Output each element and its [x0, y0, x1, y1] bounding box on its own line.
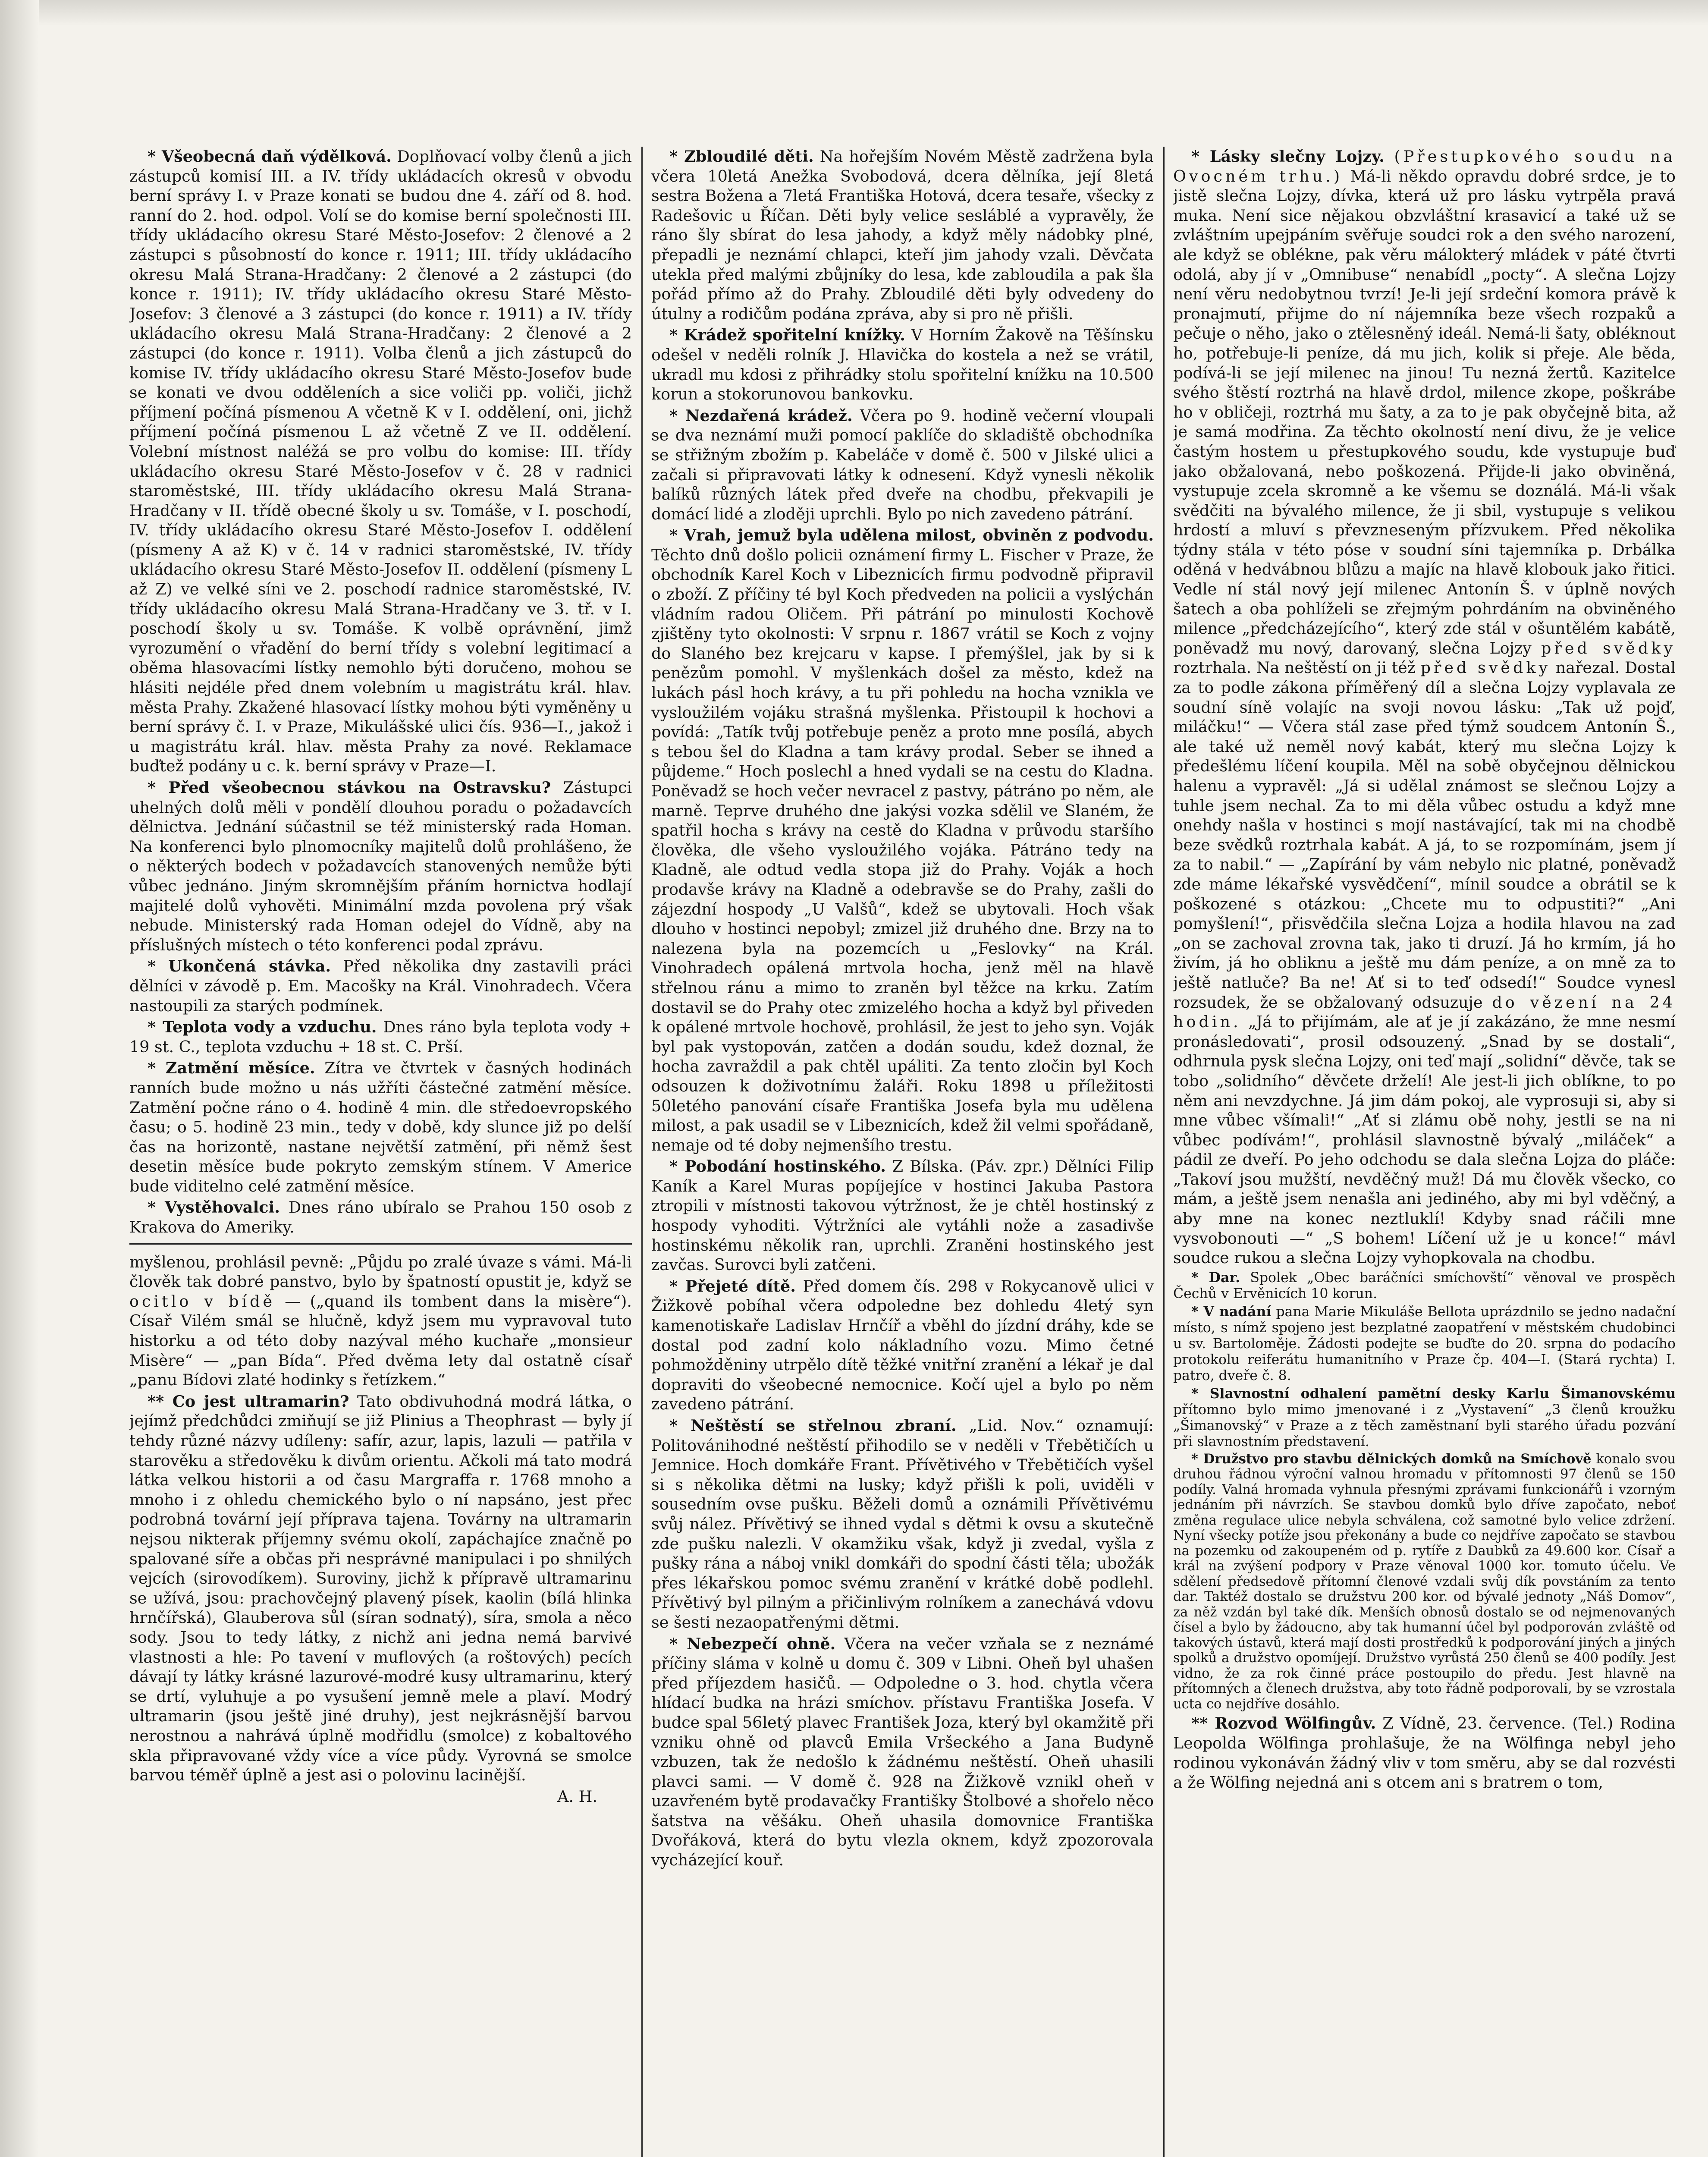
- page-edge-shadow: [0, 0, 1708, 26]
- article-body: Na hořejším Novém Městě zadržena byla včera 10letá Anežka Svobodová, dcera dělníka, její 8letá sestra Božena a 7letá Františka Hotová, dcera tesaře, všecky z Radešovic u Říčan. Děti byly velice sesláblé a vypravěly, že ráno šly sbírat do lesa jahody, a když měly nádobky plné, přepadli je neznámí chlapci, kteří jim jahody vzali. Děvčata utekla před malými zbůjníky do lesa, kde zabloudila a pak šla pořád přímo až do Prahy. Zbloudilé děti byly odvedeny do útulny a rodičům podána zpráva, aby si pro ně přišli.: [651, 147, 1154, 323]
- article-heading: ** Rozvod Wölfingův.: [1191, 1714, 1376, 1733]
- article-heading: * Před všeobecnou stávkou na Ostravsku?: [148, 778, 551, 797]
- article-child-run-over: [651, 1277, 1154, 1414]
- article-body: Včera na večer vzňala se z neznámé příčiny sláma v kolně u domu č. 309 v Libni. Oheň byl uhašen před příjezdem hasičů. — Odpoledne o 3. hod. chytla včera hlídací budka na hrázi smíchov. přístavu Františka Josefa. V budce spal 56letý plavec František Joza, který byl okamžitě při vzniku ohně od plavců Emila Vršeckého a Jana Budyně vzbuzen, tak že nedošlo k žádnému neštěstí. Oheň uhasili plavci sami. — V domě č. 928 na Žižkově vznikl oheň v uzavřeném bytě prodavačky Františky Štolbové a shořelo něco šatstva na věšáku. Oheň uhasila domovnice Františka Dvořáková, která do bytu vlezla oknem, když zpozorovala vycházející kouř.: [651, 1634, 1154, 1870]
- article-firearm-accident: [651, 1416, 1154, 1632]
- article-heading: * Ukončená stávka.: [148, 957, 331, 976]
- article-innkeeper-stabbing: [651, 1157, 1154, 1275]
- article-body: „Já to přijímám, ale ať je jí zakázáno, že mne nesmí pronásledovati“, prosil odsouzený. „Snad by se dostali“, odhrnula pysk slečna Lojzy, oni teď mají „solidní“ děvče, tak se tobo „solidního“ děvčete drželí! Ale jest-li jich oblíkne, to po něm ani nevzdychne. Já jim dám pokoj, ale vyprosuji si, aby si mne vůbec všímali!“ „Ať si zlámu obě nohy, jestli se na ni vůbec podívám!“, prohlásil slavnostně bývalý „miláček“ a pádil ze dveří. Po jeho odchodu se dala slečna Lojza do pláče: „Takoví jsou mužští, nevděčný muž! Dá mu člověk všecko, co mám, a ještě jsem nenašla ani jediného, aby mi byl vděčný, a aby mne na konec neztluklí! Kdyby snad ráčili mne vysvobonouti —“ „S bohem! Líčení už je u konce!“ mávl soudce rukou a slečna Lojzy vyhopkovala na chodbu.: [1173, 1012, 1676, 1267]
- article-heading: * V nadání: [1191, 1303, 1272, 1320]
- column-2: [651, 147, 1154, 2157]
- article-body: Z Bílska. (Páv. zpr.) Dělníci Filip Kaník a Karel Muras popíjejíce v hostinci Jakuba Pastora ztropili v místnosti takovou výtržnost, že je chtěl hostinský z hospody vyhoditi. Výtržníci ale vytáhli nože a zasadivše hostinskému několik ran, uprchli. Zraněni hostinského jest zavčas. Surovci byli zatčeni.: [651, 1157, 1154, 1274]
- article-body: Včera po 9. hodině večerní vloupali se dva neznámí muži pomocí paklíče do skladiště obchodníka se střižným zbožím p. Kabeláče v domě č. 500 v Jilské ulici a začali si připravovati látky k odnesení. Když vynesli několik balíků různých látek před dveře na chodbu, překvapili je domácí lidé a zloději uprchli. Bylo po nich zavedeno pátrání.: [651, 406, 1154, 523]
- article-body: Spolek „Obec baráčníci smíchovští“ věnoval ve prospěch Čechů v Ervěnicích 10 korun.: [1173, 1270, 1676, 1302]
- article-body: pana Marie Mikuláše Bellota uprázdnilo se jedno nadační místo, s nímž spojeno jest bezplatné zaopatření v městském chudobinci u sv. Bartoloměje. Žádosti podejte se buďte do 20. srpna do podacího protokolu reiferátu humanitního v Praze čp. 404—I. (Stará rychta) I. patro, dveře č. 8.: [1173, 1304, 1676, 1383]
- column-3: [1173, 147, 1676, 2157]
- article-body: Doplňovací volby členů a jich zástupců komisí III. a IV. třídy ukládacích okresů v obvodu berní správy I. v Praze konati se budou dne 4. září od 8. hod. ranní do 2. hod. odpol. Volí se do komise berní společnosti III. třídy ukládacího okresu Staré Město-Josefov: 2 členové a 2 zástupci s působností do konce r. 1911; III. třídy ukládacího okresu Malá Strana-Hradčany: 2 členové a 2 zástupci (do konce r. 1911); IV. třídy ukládacího okresu Staré Město-Josefov: 3 členové a 3 zástupci (do konce r. 1911) a IV. třídy ukládacího okresu Malá Strana-Hradčany: 2 členové a 2 zástupci (do konce r. 1911). Volba členů a jich zástupců do komise IV. třídy ukládacího okresu Staré Město-Josefov bude se konati ve dvou odděleních a sice voliči pp. voliči, jichž příjmení počíná písmenou A včetně K v I. oddělení, oni, jichž příjmení počíná písmenou L až včetně Z ve II. oddělení. Volební místnost naléžá se pro volbu do komise: III. třídy ukládacího okresu Staré Město-Josefov v č. 28 v radnici staroměstské, III. třídy ukládacího okresu Malá Strana-Hradčany v II. třídě obecné školy u sv. Tomáše, v I. poschodí, IV. třídy ukládacího okresu Staré Město-Josefov I. oddělení (písmeny A až K) v č. 14 v radnici staroměstské, IV. třídy ukládacího okresu Staré Město-Josefov II. oddělení (písmeny L až Z) ve velké síni ve 2. poschodí radnice staroměstské, IV. třídy ukládacího okresu Malá Strana-Hradčany ve 3. tř. v I. poschodí školy u sv. Tomáše. K volbě oprávnění, jimž vyrozumění o vřadění do berní třídy s volební legitimací a oběma hlasovacími lístky nemohlo býti doručeno, mohou se hlásiti nejdéle před dnem volebním u magistrátu král. hlav. města Prahy. Zkažené hlasovací lístky mohou býti vyměněny u berní správy č. I. v Praze, Mikulášské ulici čís. 936—I., jakož i u magistrátu král. hlav. města Prahy za nové. Reklamace buďtež podány u c. k. berní správy v Praze—I.: [129, 147, 632, 776]
- article-heading: * Všeobecná daň výdělková.: [148, 147, 392, 166]
- article-savings-book-theft: [651, 325, 1154, 404]
- article-body: Před několika dny zastavili práci dělníci v závodě p. Em. Macošky na Král. Vinohradech. Včera nastoupili za starých podmínek.: [129, 957, 632, 1015]
- article-heading: * Dar.: [1191, 1269, 1240, 1286]
- article-heading: * Vystěhovalci.: [148, 1198, 280, 1217]
- article-heading: * Teplota vody a vzduchu.: [148, 1018, 377, 1037]
- article-foundation: [1173, 1304, 1676, 1384]
- article-fire-danger: [651, 1634, 1154, 1870]
- article-ultramarine: [129, 1392, 632, 1785]
- article-heading: * Pobodání hostinského.: [669, 1157, 886, 1176]
- article-heading: * Zbloudilé děti.: [669, 147, 814, 166]
- spaced-text: před svědky: [1420, 658, 1551, 677]
- article-heading: * Krádež spořitelní knížky.: [669, 326, 905, 345]
- article-heading: ** Co jest ultramarin?: [148, 1392, 349, 1411]
- article-body: Těchto dnů došlo policii oznámení firmy L. Fischer v Praze, že obchodník Karel Koch v Libeznicích firmu podvodně připravil o zboží. Z příčiny té byl Koch předveden na policii a vyslýchán vládním radou Oličem. Při pátrání po minulosti Kochově zjištěny tyto okolnosti: V srpnu r. 1867 vrátil se Koch z vojny do Slaného bez krejcaru v kapse. I přemýšlel, jak by si k penězům pomohl. V myšlenkách došel za město, kdež na lukách pásl hoch krávy, a tu při pohledu na hocha vznikla ve vysloužilém vojáku strašná myšlenka. Přistoupil k hochovi a povídá: „Tatík tvůj potřebuje peněz a proto mne posílá, abych s tebou šel do Kladna a tam krávy prodal. Seber se ihned a půjdeme.“ Hoch poslechl a hned vydali se na cestu do Kladna. Poněvadž se hoch večer nevracel z pastvy, pátráno po něm, ale marně. Teprve druhého dne jakýsi vozka sdělil ve Slaném, že spatřil hocha s krávy na cestě do Kladna v průvodu staršího člověka, dle všeho vysloužilého vojáka. Pátráno tedy na Kladně, ale odtud vedla stopa již do Prahy. Voják a hoch prodavše krávy na Kladně a odebravše se do Prahy, zašli do zájezdní hospody „U Valšů“, kdež se ubytovali. Hoch však dlouho v hostinci nepobyl; zmizel již druhého dne. Brzy na to nalezena byla na pozemcích u „Feslovky“ na Král. Vinohradech opálená mrtvola hocha, jenž měl na hlavě střelnou ránu a mimo to zraněn byl těžce na krku. Zatím dostavil se do Prahy otec zmizelého hocha a když byl přiveden k opálené mrtvole hochově, prohlásil, že jest to jeho syn. Voják byl pak vystopován, zatčen a dodán soudu, kdež doznal, že hocha zavraždil a pak chtěl upáliti. Za tento zločin byl Koch odsouzen k doživotnímu žaláři. Roku 1898 u příležitosti 50letého panování císaře Františka Josefa byla mu udělena milost, a pak usadil se v Libeznicích, kdež žil velmi spořádaně, nemaje od té doby nejmenšího trestu.: [651, 545, 1154, 1154]
- article-heading: * Přejeté dítě.: [669, 1277, 796, 1295]
- article-donation: [1173, 1270, 1676, 1302]
- section-divider: [129, 1243, 632, 1245]
- article-body: Zástupci uhelných dolů měli v pondělí dlouhou poradu o požadavcích dělnictva. Jednání súčastnil se též ministerský rada Homan. Na konferenci bylo plnomocníky majitelů dolů prohlášeno, že o některých bodech v požadavcích stanovených nemůže býti vůbec jednáno. Jiným skromnějším přáním hornictva hodlají majitelé dolů vyhověti. Minimální mzda povolena prý však nebude. Ministerský rada Homan odejel do Vídně, aby na příslušných místech o této konferenci podal zprávu.: [129, 778, 632, 954]
- article-pardoned-murderer: [651, 525, 1154, 1155]
- column-1: [129, 147, 632, 2157]
- article-body: roztrhala. Na neštěstí on ji též: [1173, 658, 1416, 677]
- article-miss-lojza: [1173, 147, 1676, 1268]
- article-heading: * Neštěstí se střelnou zbraní.: [669, 1416, 957, 1435]
- article-lunar-eclipse: [129, 1058, 632, 1196]
- article-temperature: [129, 1017, 632, 1056]
- article-wolfing-divorce: [1173, 1714, 1676, 1792]
- article-body: Má-li někdo opravdu dobré srdce, je to jistě slečna Lojzy, dívka, která už pro lásku vytrpěla pravá muka. Není sice nějakou obzvláštní krasavicí a také už se zvláštním upejpáním svěřuje soudci rok a den svého narození, ale když se oblékne, pak věru málokterý mládek v páté čtvrti odolá, aby jí v „Omnibuse“ nenabídl „pocty“. A slečna Lojzy není věru nedobytnou tvrzí! Je-li její srdeční komora právě k pronajmutí, přijme do ní nájemníka beze všech rozpaků a pečuje o něho, jako o ztělesněný ideál. Nemá-li šaty, obléknout ho, potřebuje-li peníze, dá mu jich, kolik si přeje. Ale běda, podívá-li se její milenec na jinou! Tu nezná žertů. Kazitelce svého štěstí roztrhá na hlavě drdol, milence zkope, poškrábe ho v obličeji, roztrhá mu šaty, a za to je pak obyčejně bita, až je samá modřina. Za těchto okolností není divu, že je velice častým hostem u přestupkového soudu, kde vystupuje buď jako obžalovaná, nebo poškozená. Přijde-li jako obviněná, vystupuje zcela skromně a ke všemu se doználá. Má-li však svědčiti na bývalého milence, že ji sbil, vystupuje s velikou hrdostí a mluví s převzneseným přízvukem. Před několika týdny stála v této póse v soudní síni tajemníka p. Drbálka oděná v hedvábnou blůzu a majíc na hlavě klobouk jako řitici. Vedle ní stál nový její milenec Antonín Š. v úplně nových šatech a oba pohlíželi se zřejmým pohrdáním na obviněného milence „předcházejícího“, který zde stál v ošuntělém kabátě, poněvadž mu nový, darovaný, slečna Lojzy: [1173, 167, 1676, 657]
- article-heading: * Lásky slečny Lojzy.: [1191, 147, 1385, 166]
- article-body: přítomno bylo mimo jmenované i z „Vystavení“ „3 členů kroužku „Šimanovský“ v Praze a z těch zaměstnaní byli starého úřadu pozvání při slavnostním představení.: [1173, 1402, 1676, 1450]
- feuilleton-text: — („quand ils tombent dans la misère“). Císař Vilém smál se hlučně, když jsem mu vypravoval tuto historku a od této doby nazýval mého kuchaře „monsieur Misère“ — „pan Bída“. Před dvěma lety dal ostatně císař „panu Bídovi zlaté hodinky s řetízkem.“: [129, 1292, 632, 1390]
- column-rule: [641, 147, 643, 2157]
- spaced-text: před svědky: [1541, 638, 1676, 657]
- article-heading: * Vrah, jemuž byla udělena milost, obviněn z podvodu.: [669, 526, 1154, 545]
- article-emigrants: [129, 1198, 632, 1237]
- article-failed-theft: [651, 406, 1154, 524]
- column-rule: [1163, 147, 1165, 2157]
- article-tax-elections: [129, 147, 632, 776]
- feuilleton-continuation: [129, 1252, 632, 1390]
- page-fold-shadow: [0, 0, 39, 2157]
- article-memorial-plaque: [1173, 1386, 1676, 1450]
- article-body: Tato obdivuhodná modrá látka, o jejímž předchůdci zmiňují se již Plinius a Theophrast — byly jí tehdy různé názvy udíleny: safír, azur, lapis, lazuli — patřila v starověku a středověku k divům orientu. Ačkoli má tato modrá látka velkou historii a od času Margraffa r. 1768 mnoho a mnoho i z ohledu chemického bylo o ní napsáno, jest přec podrobná tovární její příprava tajena. Továrny na ultramarin nejsou nikterak příjemny svému okolí, zapáchajíce značně po spalované síře a občas při nesprávné manipulaci i po shnilých vejcích (sirovodíkem). Suroviny, jichž k přípravě ultramarinu se užívá, jsou: prachovčejný plavený písek, kaolin (bílá hlinka hrnčířská), Glauberova sůl (síran sodnatý), síra, smola a něco sody. Jsou to tedy látky, z nichž ani jedna nemá barvivé vlastnosti a hle: Po tavení v muflových (a roštových) pecích dávají ty látky krásné lazurové-modré kusy ultramarinu, který se drtí, vyluhuje a po vysušení jemně mele a plaví. Modrý ultramarin (jsou ještě jiné druhy), jest nejkrásnější barvou nerostnou a nahrává úplně modřidlu (smolce) z kobaltového skla připravované vždy více a více půdy. Vyrovná se smolce barvou téměř úplně a jest asi o polovinu lacinější.: [129, 1392, 632, 1785]
- article-heading: * Nezdařená krádež.: [669, 406, 853, 425]
- article-body: Zítra ve čtvrtek v časných hodinách ranních bude možno u nás užříti částečné zatmění měsíce. Zatmění počne ráno o 4. hodině 4 min. dle středoevropského času; o 5. hodině 23 min., tedy v době, kdy slunce již po delší čas na horizontě, nastane největší zatmění, při němž šest desetin měsíce bude pokryto zemským stínem. V Americe bude viditelno celé zatmění měsíce.: [129, 1059, 632, 1195]
- spaced-text: do vězení na 24 hodin.: [1173, 993, 1676, 1031]
- article-body: „Lid. Nov.“ oznamují: Politovánihodné neštěstí přihodilo se v neděli v Třebětičích u Jemnice. Hoch domkáře Frant. Přívětivého v Třebětičích vyšel si s několika dětmi na lusky; když přišli k poli, uviděli v sousedním ovse pušku. Běželi domů a oznámili Přívětivému svůj nález. Přívětivý se ihned vydal s dětmi k ovsu a skutečně zde pušku nalezli. V okamžiku však, když ji zvedal, vyšla z pušky rána a náboj vnikl domkáři do spodní části těla; ubožák přes lékařskou pomoc svému zranění v krátké době podlehl. Přívětivý byl pilným a přičinlivým rolníkem a zanechává vdovu se šesti nezaopatřenými dětmi.: [651, 1416, 1154, 1632]
- article-ostrava-strike: [129, 778, 632, 955]
- article-ended-strike: [129, 956, 632, 1016]
- article-lost-children: [651, 147, 1154, 324]
- article-heading: * Slavnostní odhalení pamětní desky Karlu Šimanovskému: [1191, 1385, 1676, 1402]
- article-heading: * Nebezpečí ohně.: [669, 1634, 836, 1653]
- article-housing-cooperative: [1173, 1452, 1676, 1712]
- article-body: Z Vídně, 23. července. (Tel.) Rodina Leopolda Wölfinga prohlašuje, že na Wölfinga nebyl jeho rodinou vykonáván žádný vliv v tom směru, aby se dal rozvésti a že Wölfing nejedná ani s otcem ani s bratrem o tom,: [1173, 1714, 1676, 1792]
- article-body: Dnes ráno ubíralo se Prahou 150 osob z Krakova do Ameriky.: [129, 1198, 632, 1237]
- article-body: Před domem čís. 298 v Rokycanově ulici v Žižkově pobíhal včera odpoledne bez dohledu 4letý syn kamenotiskaře Ladislav Hrnčíř a vběhl do jízdní dráhy, kde se dostal pod zadní kolo nákladního vozu. Mimo četné pohmožděniny utrpělo dítě těžké vnitřní zranění a lékař je dal dopraviti do všeobecné nemocnice. Kočí ujel a bylo po něm zavedeno pátrání.: [651, 1277, 1154, 1414]
- spaced-text: (Přestupkového soudu na Ovocném trhu.): [1173, 147, 1676, 186]
- article-heading: * Družstvo pro stavbu dělnických domků na Smíchově: [1191, 1451, 1592, 1467]
- article-body: konalo svou druhou řádnou výroční valnou hromadu v přítomnosti 97 členů se 150 podíly. Valná hromada vyhnula přesnými zprávami funkcionářů i vzorným jednáním při návrzích. Se stavbou domků bylo dříve započato, neboť změna regulace ulice nebyla schválena, což samotné bylo velice zdržení. Nyní všecky potíže jsou překonány a bude co nejdříve započato se stavbou na pozemku od zakoupeném od p. rytíře z Daubků za 49.600 kor. Císař a král na zvýšení podpory v Praze věnoval 1000 kor. tomuto účelu. Ve sdělení předsedově přítomní členové vzdali svůj dík povstáním za tento dar. Taktéž dostalo se družstvu 200 kor. od bývalé jednoty „Náš Domov“, za něž vzdán byl také dík. Menších obnosů dostalo se od nejmenovaných čísel a bylo by žádoucno, aby tak humanní účel byl podporován zvláště od takových ústavů, která mají dosti prostředků k podporování jiných a jiných spolků a družstvo opomíjejí. Družstvo vyrůstá 250 členů se 400 podíly. Jest vidno, že za rok činné práce postoupilo do předu. Jest hlavně na přítomných a členech družstva, aby toto řádně podporovali, by se vzrostala ucta co nejdříve dosáhlo.: [1173, 1451, 1676, 1712]
- article-body: V Horním Žakově na Těšínsku odešel v neděli rolník J. Hlavička do kostela a než se vrátil, ukradl mu kdosi z přihrádky stolu spořitelní knížku na 10.500 korun a stokorunovou bankovku.: [651, 326, 1154, 404]
- feuilleton-text: myšlenou, prohlásil pevně: „Půjdu po zralé úvaze s vámi. Má-li člověk tak dobré panstvo, bylo by špatností opustit je, když se: [129, 1252, 632, 1291]
- author-signature: A. H.: [557, 1787, 597, 1806]
- spaced-text: ocitlo v bídě: [129, 1292, 276, 1311]
- article-heading: * Zatmění měsíce.: [148, 1059, 315, 1078]
- article-body: nařezal. Dostal za to podle zákona příměřený díl a slečna Lojzy vyplavala ze soudní síně volajíc na svoji novou lásku: „Tak už pojď, miláčku!“ — Včera stál zase před týmž soudcem Antonín Š., ale také už neměl nový kabát, který mu slečna Lojzy k předešlému líčení koupila. Měl na sobě obyčejnou dělnickou halenu a vypravěl: „Já si udělal známost se slečnou Lojzy a tuhle jsem nechal. Za to mi děla vůbec ostudu a když mne onehdy našla v hostinci s mojí nastávající, tak mi na chodbě beze svědků roztrhala kabát. A já, to se rozpomínám, jsem jí za to nabil.“ — „Zapírání by vám nebylo nic platné, poněvadž zde máme lékařské vysvědčení“, mínil soudce a obrátil se k poškozené s otázkou: „Chcete mu to odpustiti?“ „Ani pomyšlení!“, přisvědčila slečna Lojza a hodila hlavou na zad „on se zachoval zrovna tak, jako ti druzí. Já ho krmím, já ho živím, já ho obliknu a ještě mu dám peníze, a on mně za to ještě natluče? Ba ne! Ať si to teď odsedí!“ Soudce vynesl rozsudek, že se obžalovaný odsuzuje: [1173, 658, 1676, 1012]
- article-body: Dnes ráno byla teplota vody + 19 st. C., teplota vzduchu + 18 st. C. Prší.: [129, 1018, 632, 1056]
